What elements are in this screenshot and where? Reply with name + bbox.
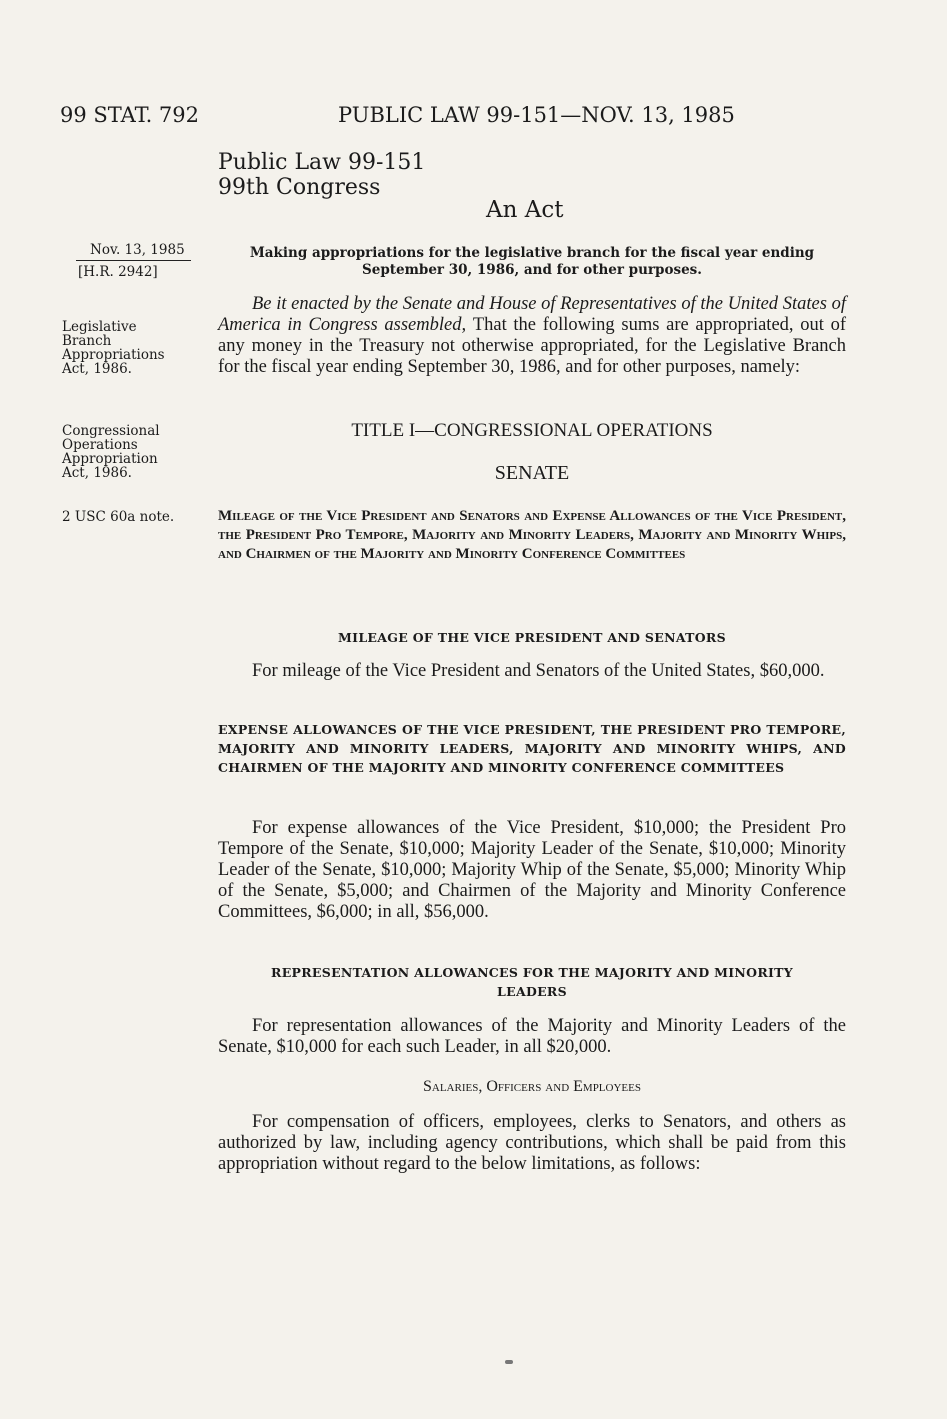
- margin-divider: [76, 260, 191, 261]
- paragraph-representation: For representation allowances of the Majority and Minority Leaders of the Senate, $10,000 for each such Leader, in all $20,000.: [218, 1016, 846, 1057]
- subheading-salaries: Salaries, Officers and Employees: [423, 1078, 641, 1095]
- paragraph-expense: For expense allowances of the Vice President, $10,000; the President Pro Tempore of the Senate, $10,000; Majority Leader of the Senate, $10,000; Minority Leader of the Senate, $10,000; Majority Whip of the Senate, $5,000; Minority Whip of the Senate, $5,000; and Chairmen of the Majority and Minority Conference Committees, $6,000; in all, $56,000.: [218, 818, 846, 922]
- margin-operations-title: Congressional Operations Appropriation Act, 1986.: [62, 423, 160, 481]
- subheading-mileage: MILEAGE OF THE VICE PRESIDENT AND SENATORS: [338, 630, 726, 645]
- margin-usc-note: 2 USC 60a note.: [62, 509, 175, 525]
- ink-mark: [505, 1360, 513, 1364]
- section-heading: Mileage of the Vice President and Senators and Expense Allowances of the Vice President, the President Pro Tempore, Majority and Minority Leaders, Majority and Minority Whips, and Chairmen of the Majority and Minority Conference Committees: [218, 508, 846, 562]
- paragraph-salaries: For compensation of officers, employees, clerks to Senators, and others as authorized by law, including agency contributions, which shall be paid from this appropriation without regard to the below limitations, as follows:: [218, 1112, 846, 1174]
- page-number: 99 STAT. 792: [60, 103, 200, 127]
- subheading-expense: EXPENSE ALLOWANCES OF THE VICE PRESIDENT, THE PRESIDENT PRO TEMPORE, MAJORITY AND MINORITY LEADERS, MAJORITY AND MINORITY WHIPS, AND CHAIRMEN OF THE MAJORITY AND MINORITY CONFERENCE COMMITTEES: [218, 722, 846, 775]
- paragraph-mileage: For mileage of the Vice President and Senators of the United States, $60,000.: [252, 661, 825, 681]
- act-heading: An Act: [486, 197, 564, 223]
- subheading-representation: REPRESENTATION ALLOWANCES FOR THE MAJORITY AND MINORITY LEADERS: [271, 965, 793, 999]
- congress: 99th Congress: [218, 175, 381, 200]
- senate-heading: SENATE: [494, 462, 570, 484]
- law-number: Public Law 99-151: [218, 150, 426, 175]
- purpose-statement: Making appropriations for the legislative branch for the fiscal year ending September 30, 1986, and for other purposes.: [249, 245, 815, 278]
- running-title: PUBLIC LAW 99-151—NOV. 13, 1985: [338, 103, 735, 127]
- enacting-italic: Be it enacted by the Senate and House of Representatives of the United States of America in Congress assembled,: [218, 294, 846, 335]
- margin-bill: [H.R. 2942]: [78, 264, 158, 280]
- margin-short-title: Legislative Branch Appropriations Act, 1986.: [62, 319, 165, 377]
- enacting-text: That the following sums are appropriated, out of any money in the Treasury not otherwise appropriated, for the Legislative Branch for the fiscal year ending September 30, 1986, and for other purposes, namely:: [218, 315, 846, 377]
- margin-date: Nov. 13, 1985: [90, 242, 185, 258]
- title-heading: TITLE I—CONGRESSIONAL OPERATIONS: [351, 420, 713, 441]
- law-title-block: [218, 150, 425, 200]
- enacting-clause: [218, 294, 846, 378]
